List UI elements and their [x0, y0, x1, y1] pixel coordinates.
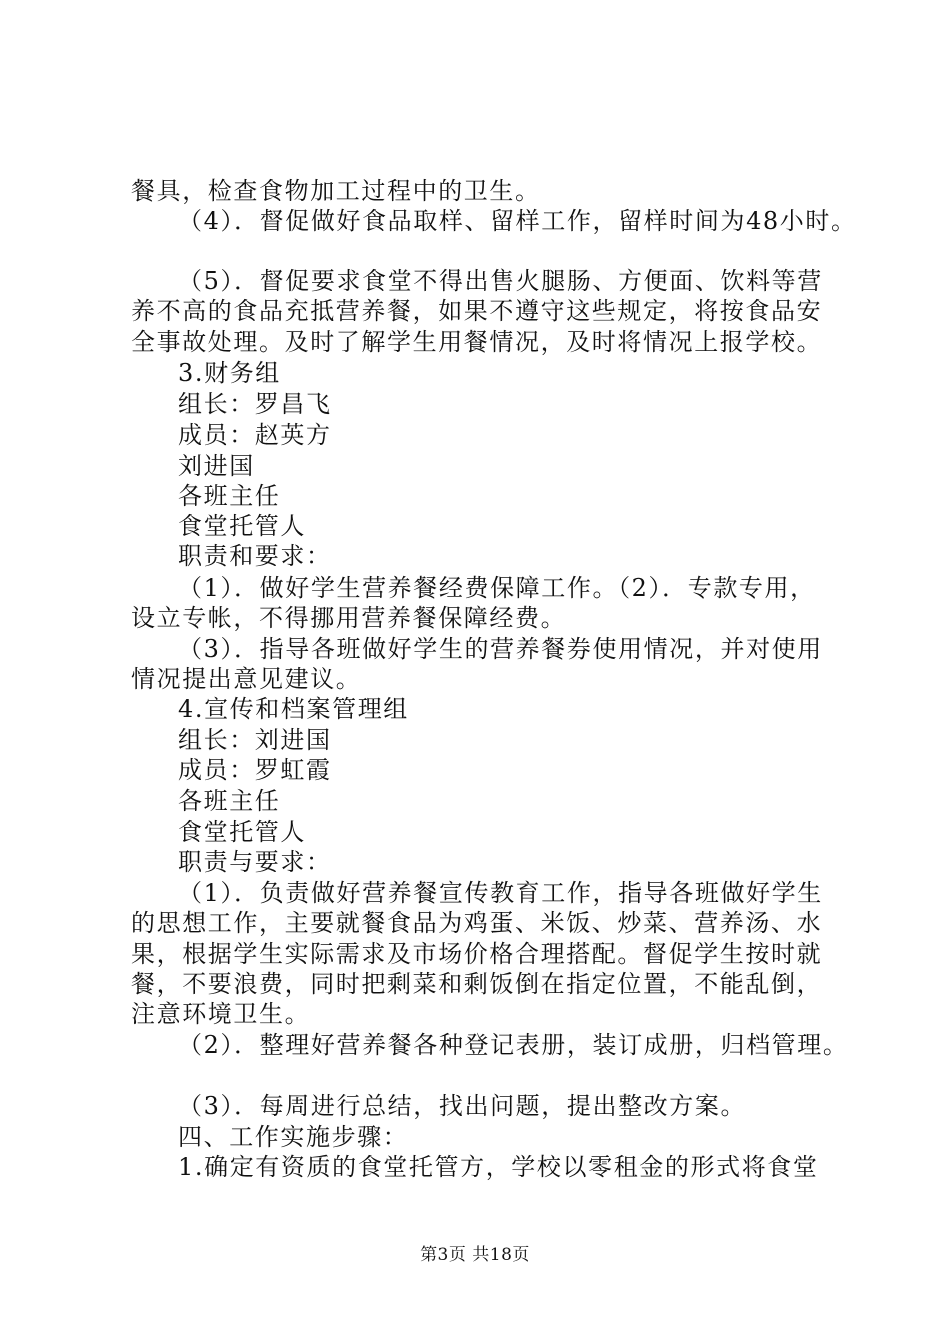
text-line: 养不高的食品充抵营养餐，如果不遵守这些规定，将按食品安 — [131, 297, 823, 325]
text-line: 职责和要求： — [178, 542, 332, 570]
text-line: 全事故处理。及时了解学生用餐情况，及时将情况上报学校。 — [131, 328, 823, 356]
text-line: 刘进国 — [178, 452, 255, 480]
text-line: （3）．每周进行总结，找出问题，提出整改方案。 — [178, 1092, 747, 1120]
text-line: 职责与要求： — [178, 848, 332, 876]
text-line: 注意环境卫生。 — [131, 1000, 311, 1028]
text-line: 1.确定有资质的食堂托管方，学校以零租金的形式将食堂 — [178, 1153, 819, 1181]
text-line: 餐，不要浪费，同时把剩菜和剩饭倒在指定位置，不能乱倒， — [131, 970, 823, 998]
text-line: （5）．督促要求食堂不得出售火腿肠、方便面、饮料等营 — [178, 267, 823, 295]
text-line: （4）．督促做好食品取样、留样工作，留样时间为48小时。 — [178, 207, 857, 235]
text-line: 餐具，检查食物加工过程中的卫生。 — [131, 177, 541, 205]
page-footer: 第3页 共18页 — [420, 1245, 530, 1265]
text-line: 食堂托管人 — [178, 818, 306, 846]
text-line: 成员：罗虹霞 — [178, 756, 332, 784]
text-line: 果，根据学生实际需求及市场价格合理搭配。督促学生按时就 — [131, 940, 823, 968]
text-line: （3）．指导各班做好学生的营养餐券使用情况，并对使用 — [178, 635, 823, 663]
text-line: 的思想工作，主要就餐食品为鸡蛋、米饭、炒菜、营养汤、水 — [131, 909, 823, 937]
section-heading: 4.宣传和档案管理组 — [178, 695, 409, 723]
text-line: 情况提出意见建议。 — [131, 665, 362, 693]
text-line: （1）．负责做好营养餐宣传教育工作，指导各班做好学生 — [178, 879, 823, 907]
text-line: 组长：罗昌飞 — [178, 390, 332, 418]
section-heading: 3.财务组 — [178, 359, 281, 387]
text-line: 各班主任 — [178, 787, 281, 815]
text-line: （1）．做好学生营养餐经费保障工作。（2）．专款专用， — [178, 574, 816, 602]
text-line: 组长：刘进国 — [178, 726, 332, 754]
section-heading: 四、工作实施步骤： — [178, 1123, 409, 1151]
text-line: 成员：赵英方 — [178, 421, 332, 449]
text-line: 食堂托管人 — [178, 512, 306, 540]
text-line: （2）．整理好营养餐各种登记表册，装订成册，归档管理。 — [178, 1031, 849, 1059]
text-line: 设立专帐，不得挪用营养餐保障经费。 — [131, 604, 567, 632]
text-line: 各班主任 — [178, 482, 281, 510]
